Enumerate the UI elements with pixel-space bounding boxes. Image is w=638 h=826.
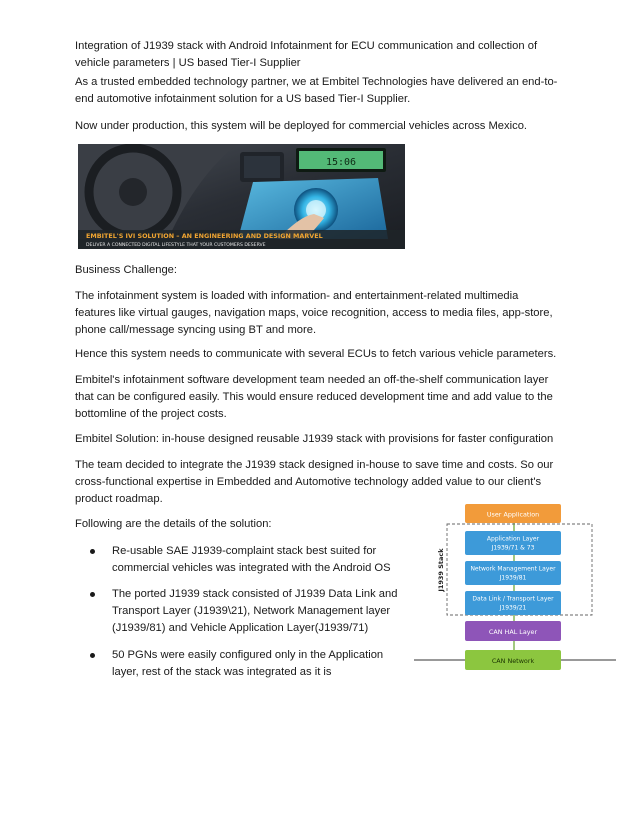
challenge-paragraph-2: Hence this system needs to communicate with several ECUs to fetch various vehicle parameters. <box>75 348 557 360</box>
challenge-heading: Business Challenge: <box>75 264 177 276</box>
document-title: Integration of J1939 stack with Android Infotainment for ECU communication and collection of vehicle parameters | US based Tier-I Supplier <box>75 40 538 69</box>
bullet-text: 50 PGNs were easily configured only in the Application layer, rest of the stack was integrated as it is <box>112 649 384 678</box>
user-application-label: User Application <box>486 510 540 519</box>
display-time: 15:06 <box>325 157 357 168</box>
challenge-paragraph-3: Embitel's infotainment software development team needed an off-the-shelf communication layer that can be configured easily. This would ensure reduced development time and add value to the bottomline of the project costs. <box>75 374 553 420</box>
network-management-spec: J1939/81 <box>499 574 527 582</box>
dashboard-illustration <box>78 144 405 249</box>
data-link-label: Data Link / Transport Layer <box>472 595 554 603</box>
ivi-banner-image <box>78 144 405 249</box>
bullet-icon <box>90 549 95 554</box>
production-paragraph: Now under production, this system will be deployed for commercial vehicles across Mexico. <box>75 120 528 132</box>
solution-paragraph: The team decided to integrate the J1939 stack designed in-house to save time and costs. So our cross-functional expertise in Embedded and Automotive technology added value to our client's product roadmap. <box>75 459 554 505</box>
application-layer-spec: J1939/71 & 73 <box>491 544 535 552</box>
bullet-icon <box>90 592 95 597</box>
bullet-icon <box>90 653 95 658</box>
intro-paragraph: As a trusted embedded technology partner, we at Embitel Technologies have delivered an end-to-end automotive infotainment solution for a US based Tier-I Supplier. <box>75 76 558 105</box>
can-hal-label: CAN HAL Layer <box>488 628 538 636</box>
stack-label: J1939 Stack <box>437 548 445 592</box>
banner-headline: EMBITEL'S IVI SOLUTION – AN ENGINEERING AND DESIGN MARVEL <box>86 232 323 240</box>
application-layer-label: Application Layer <box>486 535 540 543</box>
challenge-paragraph-1: The infotainment system is loaded with information- and entertainment-related multimedia features like virtual gauges, navigation maps, voice recognition, access to media files, app-store, phone call/message syncing using BT and more. <box>75 290 553 336</box>
solution-heading: Embitel Solution: in-house designed reusable J1939 stack with provisions for faster configuration <box>75 433 554 445</box>
can-network-label: CAN Network <box>491 657 535 665</box>
data-link-spec: J1939/21 <box>499 604 527 612</box>
details-lead: Following are the details of the solution: <box>75 518 272 530</box>
network-management-label: Network Management Layer <box>470 565 556 573</box>
banner-tagline: DELIVER A CONNECTED DIGITAL LIFESTYLE THAT YOUR CUSTOMERS DESERVE <box>86 243 266 248</box>
j1939-stack-diagram <box>410 500 620 680</box>
bullet-text: Re-usable SAE J1939-complaint stack best suited for commercial vehicles was integrated with the Android OS <box>112 545 391 574</box>
bullet-text: The ported J1939 stack consisted of J1939 Data Link and Transport Layer (J1939\21), Network Management layer (J1939/81) and Vehicle Application Layer(J1939/71) <box>112 588 398 634</box>
